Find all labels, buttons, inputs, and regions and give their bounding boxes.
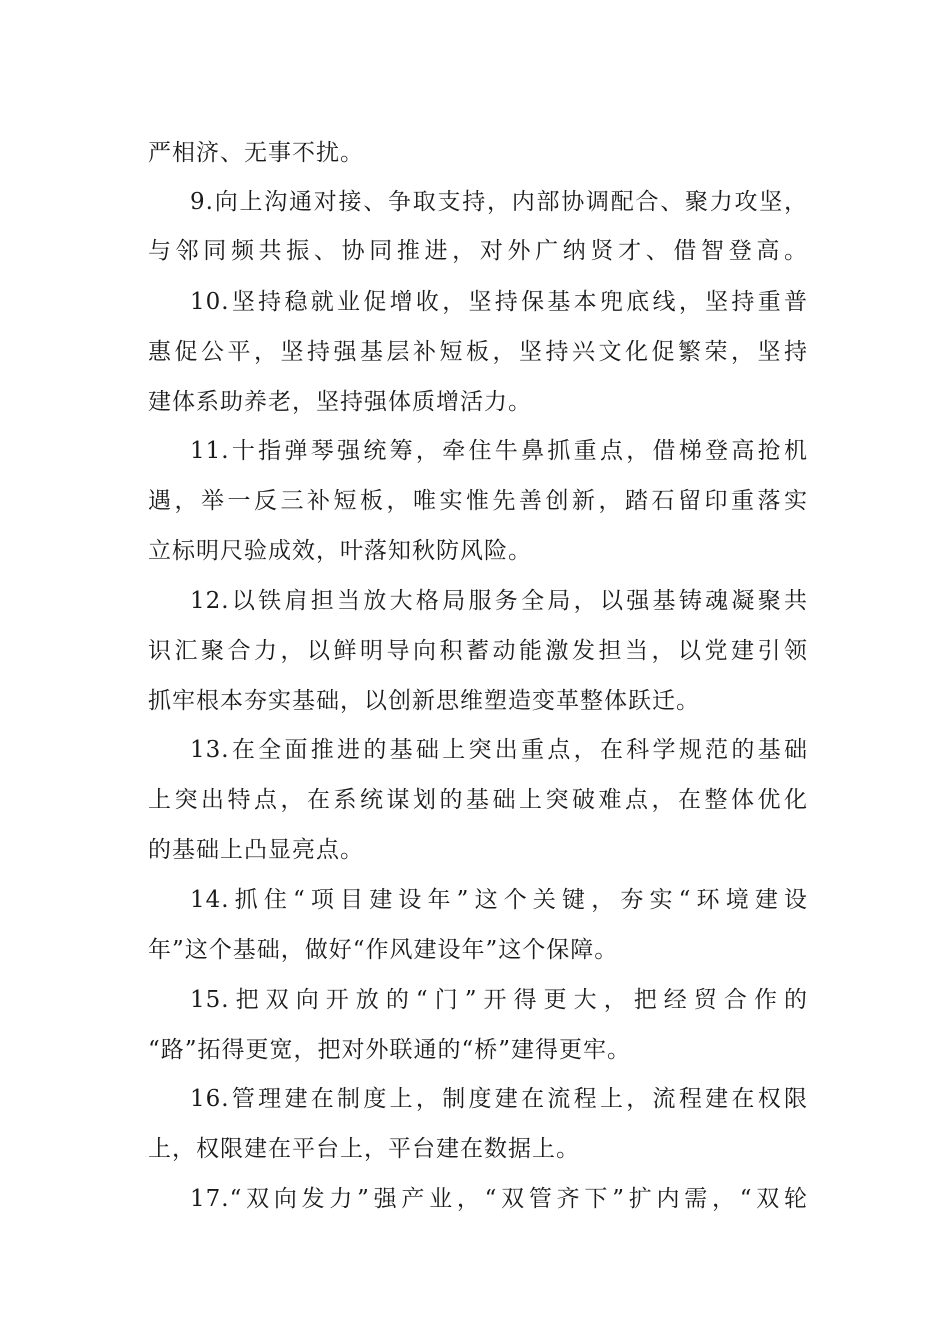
text-line: 与邻同频共振、协同推进，对外广纳贤才、借智登高。 xyxy=(148,238,808,264)
text-line: 建体系助养老，坚持强体质增活力。 xyxy=(148,389,532,415)
text-line: 识汇聚合力，以鲜明导向积蓄动能激发担当，以党建引领 xyxy=(148,638,808,664)
text-line: 13.在全面推进的基础上突出重点，在科学规范的基础 xyxy=(190,737,808,763)
text-line: 10.坚持稳就业促增收，坚持保基本兜底线，坚持重普 xyxy=(190,289,808,315)
text-line: 的基础上凸显亮点。 xyxy=(148,837,364,863)
text-line: 15.把双向开放的“门”开得更大，把经贸合作的 xyxy=(190,987,808,1013)
text-line: “路”拓得更宽，把对外联通的“桥”建得更牢。 xyxy=(148,1037,632,1063)
text-line: 立标明尺验成效，叶落知秋防风险。 xyxy=(148,538,532,564)
text-line: 12.以铁肩担当放大格局服务全局，以强基铸魂凝聚共 xyxy=(190,588,808,614)
text-line: 上突出特点，在系统谋划的基础上突破难点，在整体优化 xyxy=(148,787,808,813)
text-line: 17.“双向发力”强产业，“双管齐下”扩内需，“双轮 xyxy=(190,1186,808,1212)
text-line: 14.抓住“项目建设年”这个关键，夯实“环境建设 xyxy=(190,887,808,913)
text-line: 11.十指弹琴强统筹，牵住牛鼻抓重点，借梯登高抢机 xyxy=(190,438,808,464)
text-line: 16.管理建在制度上，制度建在流程上，流程建在权限 xyxy=(190,1086,808,1112)
text-line: 抓牢根本夯实基础，以创新思维塑造变革整体跃迁。 xyxy=(148,688,700,714)
text-line: 惠促公平，坚持强基层补短板，坚持兴文化促繁荣，坚持 xyxy=(148,339,808,365)
text-line: 严相济、无事不扰。 xyxy=(148,140,364,166)
text-line: 9.向上沟通对接、争取支持，内部协调配合、聚力攻坚， xyxy=(190,189,808,215)
text-line: 年”这个基础，做好“作风建设年”这个保障。 xyxy=(148,937,619,963)
text-line: 遇，举一反三补短板，唯实惟先善创新，踏石留印重落实 xyxy=(148,488,808,514)
text-line: 上，权限建在平台上，平台建在数据上。 xyxy=(148,1136,580,1162)
